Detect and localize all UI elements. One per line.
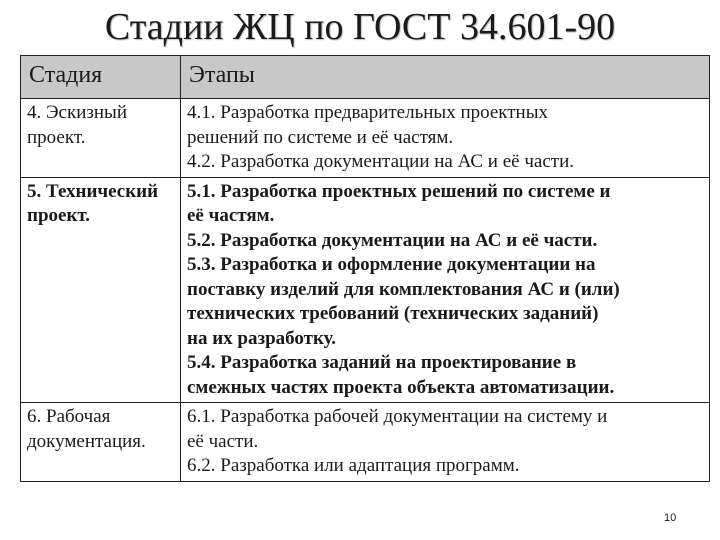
stage-cell xyxy=(21,403,181,482)
step-text: 5.1. Разработка проектных решений по системе и xyxy=(187,180,611,202)
step-text: 5.3. Разработка и оформление документации на xyxy=(187,254,596,275)
step-text: 4.1. Разработка предварительных проектных xyxy=(187,102,548,123)
stage-text: проект. xyxy=(27,126,86,148)
step-text: её частям. xyxy=(187,205,275,226)
table-row xyxy=(21,403,710,482)
stage-text: 6. Рабочая xyxy=(27,406,111,427)
step-text: её части. xyxy=(187,430,259,452)
table-row xyxy=(21,99,710,178)
slide-title: Стадии ЖЦ по ГОСТ 34.601-90 xyxy=(104,6,616,48)
stage-cell xyxy=(21,99,181,178)
steps-cell xyxy=(181,403,710,482)
step-text: на их разработку. xyxy=(187,327,337,349)
step-text: поставку изделий для комплектования АС и (или) xyxy=(187,278,620,300)
header-steps: Этапы xyxy=(181,56,710,99)
step-text: 5.4. Разработка заданий на проектирование в xyxy=(187,352,577,373)
step-text: решений по системе и её частям. xyxy=(187,126,454,148)
header-stage: Стадия xyxy=(21,56,181,99)
step-text: 5.2. Разработка документации на АС и её части. xyxy=(187,229,598,251)
steps-cell xyxy=(181,177,710,403)
table-row xyxy=(21,177,710,403)
step-text: смежных частях проекта объекта автоматизации. xyxy=(187,376,615,398)
step-text: 4.2. Разработка документации на АС и её части. xyxy=(187,151,574,172)
stage-text: документация. xyxy=(27,430,146,452)
stage-text: 4. Эскизный xyxy=(27,102,127,123)
stage-text: проект. xyxy=(27,205,91,226)
stages-table xyxy=(20,55,710,482)
stage-text: 5. Технический xyxy=(27,180,159,202)
steps-cell xyxy=(181,99,710,178)
stage-cell xyxy=(21,177,181,403)
step-text: 6.2. Разработка или адаптация программ. xyxy=(187,455,520,476)
page-number: 10 xyxy=(664,512,677,524)
step-text: 6.1. Разработка рабочей документации на систему и xyxy=(187,406,608,427)
table-header-row xyxy=(21,56,710,99)
step-text: технических требований (технических заданий) xyxy=(187,303,599,324)
